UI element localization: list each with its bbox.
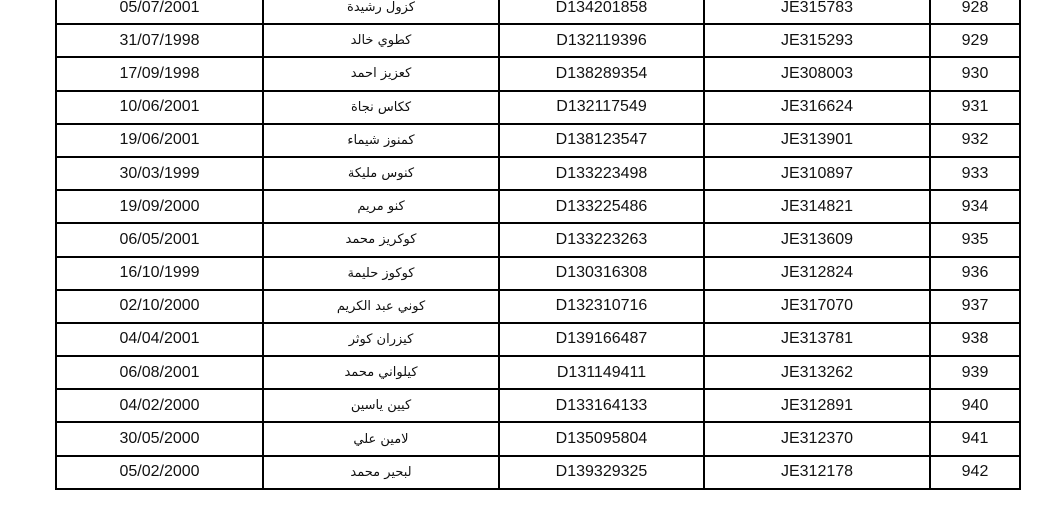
table-row xyxy=(56,91,1020,124)
table-row xyxy=(56,356,1020,389)
je-code-cell: JE312824 xyxy=(704,257,930,290)
row-number-cell: 932 xyxy=(930,124,1020,157)
full-name-cell: كيزران كوثر xyxy=(263,323,499,356)
row-number-cell: 933 xyxy=(930,157,1020,190)
row-number-cell: 934 xyxy=(930,190,1020,223)
row-number-cell: 928 xyxy=(930,0,1020,24)
je-code-cell: JE312178 xyxy=(704,456,930,489)
birth-date-cell: 16/10/1999 xyxy=(56,257,263,290)
birth-date-cell: 10/06/2001 xyxy=(56,91,263,124)
d-code-cell: D133225486 xyxy=(499,190,704,223)
table-row xyxy=(56,124,1020,157)
birth-date-cell: 05/07/2001 xyxy=(56,0,263,24)
row-number-cell: 942 xyxy=(930,456,1020,489)
row-number-cell: 936 xyxy=(930,257,1020,290)
je-code-cell: JE316624 xyxy=(704,91,930,124)
full-name-cell: كطوي خالد xyxy=(263,24,499,57)
table-row xyxy=(56,389,1020,422)
birth-date-cell: 19/09/2000 xyxy=(56,190,263,223)
birth-date-cell: 02/10/2000 xyxy=(56,290,263,323)
je-code-cell: JE313781 xyxy=(704,323,930,356)
full-name-cell: كيين ياسين xyxy=(263,389,499,422)
birth-date-cell: 04/02/2000 xyxy=(56,389,263,422)
birth-date-cell: 04/04/2001 xyxy=(56,323,263,356)
d-code-cell: D139329325 xyxy=(499,456,704,489)
d-code-cell: D138123547 xyxy=(499,124,704,157)
table-row xyxy=(56,24,1020,57)
je-code-cell: JE312891 xyxy=(704,389,930,422)
birth-date-cell: 05/02/2000 xyxy=(56,456,263,489)
d-code-cell: D131149411 xyxy=(499,356,704,389)
table-row xyxy=(56,223,1020,256)
row-number-cell: 940 xyxy=(930,389,1020,422)
d-code-cell: D132117549 xyxy=(499,91,704,124)
d-code-cell: D133164133 xyxy=(499,389,704,422)
table-row xyxy=(56,57,1020,90)
d-code-cell: D133223263 xyxy=(499,223,704,256)
je-code-cell: JE313262 xyxy=(704,356,930,389)
table-row xyxy=(56,257,1020,290)
row-number-cell: 941 xyxy=(930,422,1020,455)
birth-date-cell: 31/07/1998 xyxy=(56,24,263,57)
birth-date-cell: 30/03/1999 xyxy=(56,157,263,190)
je-code-cell: JE313609 xyxy=(704,223,930,256)
table-row xyxy=(56,0,1020,24)
d-code-cell: D134201858 xyxy=(499,0,704,24)
row-number-cell: 929 xyxy=(930,24,1020,57)
table-row xyxy=(56,290,1020,323)
row-number-cell: 937 xyxy=(930,290,1020,323)
birth-date-cell: 06/08/2001 xyxy=(56,356,263,389)
row-number-cell: 939 xyxy=(930,356,1020,389)
row-number-cell: 938 xyxy=(930,323,1020,356)
full-name-cell: كمنوز شيماء xyxy=(263,124,499,157)
full-name-cell: كزول رشيدة xyxy=(263,0,499,24)
je-code-cell: JE313901 xyxy=(704,124,930,157)
je-code-cell: JE312370 xyxy=(704,422,930,455)
je-code-cell: JE315783 xyxy=(704,0,930,24)
d-code-cell: D139166487 xyxy=(499,323,704,356)
table-row xyxy=(56,323,1020,356)
je-code-cell: JE314821 xyxy=(704,190,930,223)
d-code-cell: D130316308 xyxy=(499,257,704,290)
full-name-cell: كنوس مليكة xyxy=(263,157,499,190)
row-number-cell: 930 xyxy=(930,57,1020,90)
d-code-cell: D132119396 xyxy=(499,24,704,57)
table-row xyxy=(56,157,1020,190)
d-code-cell: D132310716 xyxy=(499,290,704,323)
d-code-cell: D133223498 xyxy=(499,157,704,190)
je-code-cell: JE308003 xyxy=(704,57,930,90)
full-name-cell: كوني عبد الكريم xyxy=(263,290,499,323)
je-code-cell: JE317070 xyxy=(704,290,930,323)
table-row xyxy=(56,190,1020,223)
je-code-cell: JE315293 xyxy=(704,24,930,57)
row-number-cell: 935 xyxy=(930,223,1020,256)
full-name-cell: لبحير محمد xyxy=(263,456,499,489)
full-name-cell: كنو مريم xyxy=(263,190,499,223)
full-name-cell: كوكوز حليمة xyxy=(263,257,499,290)
d-code-cell: D138289354 xyxy=(499,57,704,90)
full-name-cell: كعزيز احمد xyxy=(263,57,499,90)
birth-date-cell: 30/05/2000 xyxy=(56,422,263,455)
student-list-table xyxy=(55,0,1021,490)
full-name-cell: كيلواني محمد xyxy=(263,356,499,389)
d-code-cell: D135095804 xyxy=(499,422,704,455)
birth-date-cell: 17/09/1998 xyxy=(56,57,263,90)
full-name-cell: ككاس نجاة xyxy=(263,91,499,124)
full-name-cell: كوكريز محمد xyxy=(263,223,499,256)
table-row xyxy=(56,422,1020,455)
row-number-cell: 931 xyxy=(930,91,1020,124)
table-row xyxy=(56,456,1020,489)
birth-date-cell: 06/05/2001 xyxy=(56,223,263,256)
full-name-cell: لامين علي xyxy=(263,422,499,455)
je-code-cell: JE310897 xyxy=(704,157,930,190)
table-body xyxy=(56,0,1020,489)
birth-date-cell: 19/06/2001 xyxy=(56,124,263,157)
